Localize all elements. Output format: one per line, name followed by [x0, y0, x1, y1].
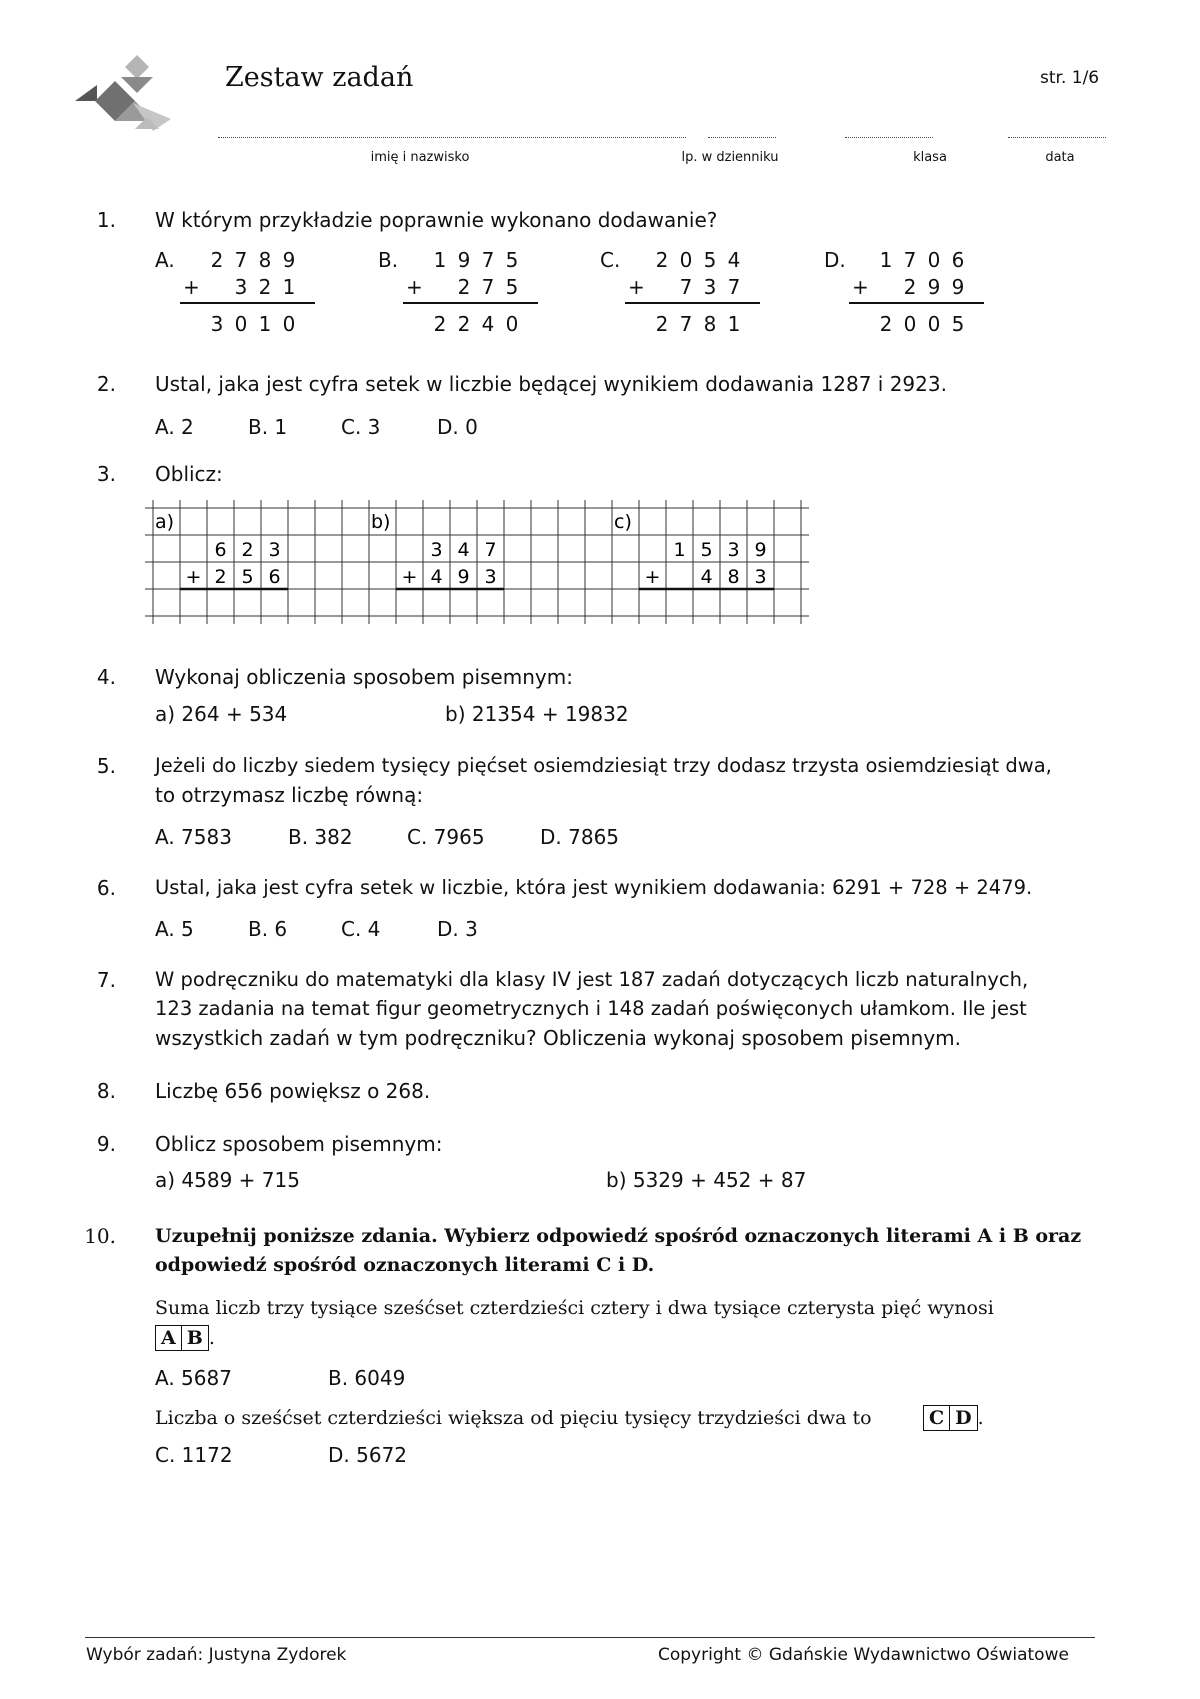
digit: 5 — [241, 566, 254, 588]
digit: 4 — [481, 312, 495, 336]
digit: 2 — [903, 275, 917, 299]
digit: 4 — [727, 248, 741, 272]
task-1-result-row — [874, 310, 970, 338]
digit: 0 — [505, 312, 519, 336]
task-10-instruction-2: odpowiedź spośród oznaczonych literami C i D. — [155, 1254, 655, 1276]
digit: 3 — [234, 275, 248, 299]
task-4-part-b: b) 21354 + 19832 — [445, 702, 629, 726]
task-7-line-3: wszystkich zadań w tym podręczniku? Obliczenia wykonaj sposobem pisemnym. — [155, 1026, 962, 1050]
digit: 9 — [457, 566, 470, 588]
digit: 7 — [234, 248, 248, 272]
page-title: Zestaw zadań — [225, 62, 414, 93]
task-3-grid — [145, 498, 821, 638]
task-8-number: 8. — [96, 1079, 116, 1103]
sum-line — [849, 302, 984, 304]
digit: 1 — [258, 312, 272, 336]
digit: 9 — [282, 248, 296, 272]
digit: 2 — [241, 539, 254, 561]
digit: 4 — [430, 566, 443, 588]
digit: 2 — [210, 248, 224, 272]
task-1-number: 1. — [96, 208, 116, 232]
sentence-1-period: . — [208, 1327, 215, 1349]
task-6-answer-b: B. 6 — [248, 917, 288, 941]
digit: 1 — [282, 275, 296, 299]
task-5-number: 5. — [96, 754, 116, 778]
digit: 6 — [214, 539, 227, 561]
part-b-label: b) — [371, 511, 391, 533]
digit: 3 — [430, 539, 443, 561]
task-1-result-row — [650, 310, 746, 338]
digit: 0 — [927, 312, 941, 336]
class-field-label: klasa — [913, 150, 947, 165]
digit: 7 — [481, 275, 495, 299]
digit: 8 — [258, 248, 272, 272]
task-1-option-label: A. — [155, 248, 175, 272]
digit: 9 — [951, 275, 965, 299]
digit: 9 — [754, 539, 767, 561]
task-1-option-label: D. — [824, 248, 846, 272]
plus-sign: + — [183, 275, 200, 299]
task-5-line-1: Jeżeli do liczby siedem tysięcy pięćset osiemdziesiąt trzy dodasz trzysta osiemdziesiąt dwa, — [155, 754, 1052, 777]
part-c-label: c) — [614, 511, 632, 533]
task-9-part-b: b) 5329 + 452 + 87 — [606, 1168, 807, 1192]
task-1-option-label: B. — [378, 248, 399, 272]
digit: 2 — [457, 275, 471, 299]
digit: 2 — [214, 566, 227, 588]
digit: 1 — [727, 312, 741, 336]
plus-sign: + — [628, 275, 645, 299]
task-9-text: Oblicz sposobem pisemnym: — [155, 1132, 443, 1156]
digit: 7 — [679, 275, 693, 299]
task-1-top-row — [650, 246, 746, 274]
task-7-line-1: W podręczniku do matematyki dla klasy IV jest 187 zadań dotyczących liczb naturalnych, — [155, 968, 1029, 991]
task-1-bottom-row — [874, 273, 970, 301]
digit: 3 — [703, 275, 717, 299]
choice-b[interactable]: B — [182, 1325, 209, 1351]
choice-a[interactable]: A — [155, 1325, 182, 1351]
digit: 0 — [903, 312, 917, 336]
class-number-field-line[interactable] — [708, 137, 776, 138]
digit: 8 — [703, 312, 717, 336]
digit: 3 — [754, 566, 767, 588]
task-6-answer-c: C. 4 — [341, 917, 381, 941]
sentence-2-period: . — [977, 1407, 984, 1429]
task-5-answer-b: B. 382 — [288, 825, 353, 849]
digit: 9 — [457, 248, 471, 272]
task-9-part-a: a) 4589 + 715 — [155, 1168, 300, 1192]
task-2-answer-a: A. 2 — [155, 415, 194, 439]
task-10-number: 10. — [84, 1224, 116, 1248]
task-10-sentence-1: Suma liczb trzy tysiące sześćset czterdzieści cztery i dwa tysiące czterysta pięć wynosi — [155, 1297, 994, 1319]
task-1-top-row — [205, 246, 301, 274]
sum-line — [403, 302, 538, 304]
task-10-choice-box-1[interactable] — [155, 1325, 215, 1351]
task-10-answer-b: B. 6049 — [328, 1366, 406, 1390]
digit: 3 — [484, 566, 497, 588]
digit: 5 — [700, 539, 713, 561]
publisher-logo — [75, 55, 185, 145]
class-field-line[interactable] — [845, 137, 933, 138]
sum-line — [625, 302, 760, 304]
digit: 5 — [505, 275, 519, 299]
task-6-answer-a: A. 5 — [155, 917, 194, 941]
task-1-bottom-row — [650, 273, 746, 301]
task-5-answer-d: D. 7865 — [540, 825, 620, 849]
task-2-answer-d: D. 0 — [437, 415, 478, 439]
task-4-number: 4. — [96, 665, 116, 689]
digit: 3 — [268, 539, 281, 561]
footer-author: Wybór zadań: Justyna Zydorek — [86, 1645, 347, 1665]
plus-sign: + — [185, 566, 202, 588]
plus-sign: + — [401, 566, 418, 588]
task-2-answer-b: B. 1 — [248, 415, 288, 439]
digit: 7 — [903, 248, 917, 272]
task-6-answer-d: D. 3 — [437, 917, 478, 941]
digit: 5 — [703, 248, 717, 272]
digit: 0 — [679, 248, 693, 272]
digit: 1 — [879, 248, 893, 272]
task-10-answer-a: A. 5687 — [155, 1366, 232, 1390]
task-5-line-2: to otrzymasz liczbę równą: — [155, 783, 424, 807]
task-10-sentence-2: Liczba o sześćset czterdzieści większa od pięciu tysięcy trzydzieści dwa to — [155, 1407, 872, 1429]
task-1-bottom-row — [428, 273, 524, 301]
task-4-text: Wykonaj obliczenia sposobem pisemnym: — [155, 665, 573, 689]
part-a-label: a) — [155, 511, 175, 533]
digit: 3 — [727, 539, 740, 561]
task-3-text: Oblicz: — [155, 462, 223, 486]
task-3-number: 3. — [96, 462, 116, 486]
plus-sign: + — [406, 275, 423, 299]
digit: 5 — [505, 248, 519, 272]
digit: 7 — [679, 312, 693, 336]
choice-d[interactable]: D — [950, 1405, 977, 1431]
digit: 2 — [655, 312, 669, 336]
digit: 2 — [258, 275, 272, 299]
task-2-number: 2. — [96, 372, 116, 396]
digit: 4 — [457, 539, 470, 561]
digit: 6 — [951, 248, 965, 272]
task-1-text: W którym przykładzie poprawnie wykonano dodawanie? — [155, 208, 718, 232]
date-field-line[interactable] — [1008, 137, 1106, 138]
task-2-text: Ustal, jaka jest cyfra setek w liczbie będącej wynikiem dodawania 1287 i 2923. — [155, 372, 947, 396]
task-10-answer-c: C. 1172 — [155, 1443, 233, 1467]
digit: 7 — [484, 539, 497, 561]
task-6-text: Ustal, jaka jest cyfra setek w liczbie, która jest wynikiem dodawania: 6291 + 728 + 2479. — [155, 876, 1033, 899]
digit: 3 — [210, 312, 224, 336]
footer-divider — [85, 1637, 1095, 1638]
digit: 0 — [927, 248, 941, 272]
task-10-instruction-1: Uzupełnij poniższe zdania. Wybierz odpowiedź spośród oznaczonych literami A i B oraz — [155, 1225, 1082, 1247]
digit: 7 — [481, 248, 495, 272]
date-field-label: data — [1045, 150, 1075, 165]
digit: 4 — [700, 566, 713, 588]
digit: 2 — [879, 312, 893, 336]
name-field-label: imię i nazwisko — [370, 150, 470, 165]
page-number: str. 1/6 — [1040, 68, 1100, 88]
digit: 0 — [282, 312, 296, 336]
name-field-line[interactable] — [218, 137, 686, 138]
digit: 5 — [951, 312, 965, 336]
task-1-bottom-row — [205, 273, 301, 301]
task-10-answer-d: D. 5672 — [328, 1443, 408, 1467]
digit: 2 — [433, 312, 447, 336]
plus-sign: + — [644, 566, 661, 588]
task-10-choice-box-2[interactable] — [923, 1405, 984, 1431]
digit: 0 — [234, 312, 248, 336]
task-2-answer-c: C. 3 — [341, 415, 381, 439]
grid-lines — [145, 500, 809, 624]
task-1-top-row — [874, 246, 970, 274]
digit: 1 — [673, 539, 686, 561]
choice-c[interactable]: C — [923, 1405, 950, 1431]
task-1-option-label: C. — [600, 248, 621, 272]
digit: 9 — [927, 275, 941, 299]
plus-sign: + — [852, 275, 869, 299]
digit: 8 — [727, 566, 740, 588]
digit: 2 — [655, 248, 669, 272]
task-1-result-row — [205, 310, 301, 338]
task-7-line-2: 123 zadania na temat figur geometrycznych i 148 zadań poświęconych ułamkom. Ile jest — [155, 997, 1027, 1020]
sum-line — [180, 302, 315, 304]
task-5-answer-a: A. 7583 — [155, 825, 232, 849]
task-6-number: 6. — [96, 876, 116, 900]
task-1-top-row — [428, 246, 524, 274]
digit: 2 — [457, 312, 471, 336]
task-4-part-a: a) 264 + 534 — [155, 702, 288, 726]
task-1-result-row — [428, 310, 524, 338]
task-5-answer-c: C. 7965 — [407, 825, 485, 849]
footer-copyright: Copyright © Gdańskie Wydawnictwo Oświatowe — [658, 1645, 1069, 1665]
task-7-number: 7. — [96, 968, 116, 992]
class-number-field-label: lp. w dzienniku — [681, 150, 779, 165]
digit: 6 — [268, 566, 281, 588]
digit: 1 — [433, 248, 447, 272]
digit: 7 — [727, 275, 741, 299]
task-8-text: Liczbę 656 powiększ o 268. — [155, 1079, 431, 1103]
task-9-number: 9. — [96, 1132, 116, 1156]
